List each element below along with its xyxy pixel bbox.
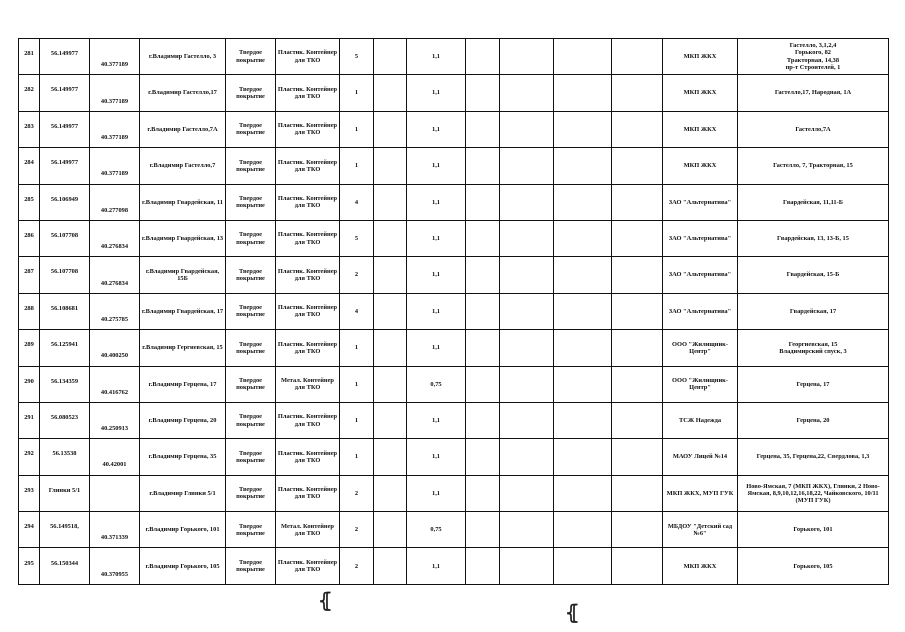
served-addresses-cell: Герцена, 17	[738, 366, 889, 402]
empty-cell	[374, 439, 407, 475]
empty-cell	[466, 184, 500, 220]
operator-cell: МКП ЖКХ	[663, 111, 738, 147]
operator-cell: ЗАО "Альтернатива"	[663, 257, 738, 293]
empty-cell	[612, 293, 663, 329]
empty-cell	[374, 512, 407, 548]
table-row	[19, 512, 889, 548]
address-cell: г.Владимир Глинки 5/1	[140, 475, 226, 511]
empty-cell	[500, 548, 554, 584]
row-number: 294	[19, 512, 40, 548]
empty-cell	[612, 366, 663, 402]
operator-cell: ЗАО "Альтернатива"	[663, 184, 738, 220]
empty-cell	[612, 148, 663, 184]
table-row	[19, 257, 889, 293]
surface-cell: Твердое покрытие	[226, 184, 276, 220]
latitude-cell: 56.149977	[40, 75, 90, 111]
table-row	[19, 184, 889, 220]
latitude-cell: Глинки 5/1	[40, 475, 90, 511]
surface-cell: Твердое покрытие	[226, 39, 276, 75]
container-count-cell: 1	[340, 148, 374, 184]
latitude-cell: 56.108681	[40, 293, 90, 329]
operator-cell: ЗАО "Альтернатива"	[663, 293, 738, 329]
empty-cell	[500, 366, 554, 402]
latitude-cell: 56.13538	[40, 439, 90, 475]
table-row	[19, 439, 889, 475]
empty-cell	[500, 39, 554, 75]
empty-cell	[374, 402, 407, 438]
empty-cell	[374, 366, 407, 402]
operator-cell: ЗАО "Альтернатива"	[663, 220, 738, 256]
surface-cell: Твердое покрытие	[226, 548, 276, 584]
empty-cell	[612, 111, 663, 147]
empty-cell	[374, 257, 407, 293]
surface-cell: Твердое покрытие	[226, 75, 276, 111]
container-type-cell: Пластик. Контейнер для ТКО	[276, 220, 340, 256]
address-cell: г.Владимир Гвардейская, 13	[140, 220, 226, 256]
row-number: 282	[19, 75, 40, 111]
served-addresses-cell: Горького, 101	[738, 512, 889, 548]
served-addresses-cell: Георгиевская, 15 Владимирский спуск, 3	[738, 330, 889, 366]
latitude-cell: 56.107708	[40, 220, 90, 256]
operator-cell: МКП ЖКХ, МУП ГУК	[663, 475, 738, 511]
longitude-cell: 40.377189	[90, 111, 140, 147]
surface-cell: Твердое покрытие	[226, 366, 276, 402]
empty-cell	[374, 475, 407, 511]
volume-cell: 1,1	[407, 330, 466, 366]
container-type-cell: Пластик. Контейнер для ТКО	[276, 111, 340, 147]
empty-cell	[500, 402, 554, 438]
empty-cell	[500, 475, 554, 511]
operator-cell: МБДОУ "Детский сад №6"	[663, 512, 738, 548]
served-addresses-cell: Герцена, 20	[738, 402, 889, 438]
operator-cell: МКП ЖКХ	[663, 548, 738, 584]
empty-cell	[554, 330, 612, 366]
empty-cell	[612, 75, 663, 111]
container-type-cell: Пластик. Контейнер для ТКО	[276, 439, 340, 475]
container-type-cell: Метал. Контейнер для ТКО	[276, 512, 340, 548]
empty-cell	[374, 293, 407, 329]
row-number: 292	[19, 439, 40, 475]
container-type-cell: Пластик. Контейнер для ТКО	[276, 148, 340, 184]
empty-cell	[554, 148, 612, 184]
longitude-cell: 40.276834	[90, 257, 140, 293]
empty-cell	[500, 439, 554, 475]
empty-cell	[554, 475, 612, 511]
surface-cell: Твердое покрытие	[226, 475, 276, 511]
empty-cell	[554, 402, 612, 438]
container-sites-table	[18, 38, 889, 585]
surface-cell: Твердое покрытие	[226, 330, 276, 366]
address-cell: г.Владимир Гвардейская, 17	[140, 293, 226, 329]
empty-cell	[374, 548, 407, 584]
address-cell: г.Владимир Гастелло,17	[140, 75, 226, 111]
row-number: 290	[19, 366, 40, 402]
latitude-cell: 56.106949	[40, 184, 90, 220]
empty-cell	[466, 148, 500, 184]
empty-cell	[554, 512, 612, 548]
empty-cell	[466, 220, 500, 256]
surface-cell: Твердое покрытие	[226, 148, 276, 184]
latitude-cell: 56.150344	[40, 548, 90, 584]
empty-cell	[466, 330, 500, 366]
empty-cell	[500, 148, 554, 184]
container-type-cell: Пластик. Контейнер для ТКО	[276, 548, 340, 584]
latitude-cell: 56.125941	[40, 330, 90, 366]
row-number: 295	[19, 548, 40, 584]
empty-cell	[554, 184, 612, 220]
longitude-cell: 40.416762	[90, 366, 140, 402]
empty-cell	[466, 293, 500, 329]
empty-cell	[374, 330, 407, 366]
container-count-cell: 2	[340, 512, 374, 548]
container-count-cell: 4	[340, 184, 374, 220]
longitude-cell: 40.250913	[90, 402, 140, 438]
empty-cell	[554, 39, 612, 75]
longitude-cell: 40.400250	[90, 330, 140, 366]
address-cell: г.Владимир Герцена, 20	[140, 402, 226, 438]
longitude-cell: 40.42001	[90, 439, 140, 475]
empty-cell	[500, 293, 554, 329]
empty-cell	[466, 39, 500, 75]
volume-cell: 1,1	[407, 75, 466, 111]
empty-cell	[612, 220, 663, 256]
address-cell: г.Владимир Гастелло,7А	[140, 111, 226, 147]
row-number: 288	[19, 293, 40, 329]
container-type-cell: Пластик. Контейнер для ТКО	[276, 475, 340, 511]
operator-cell: МКП ЖКХ	[663, 75, 738, 111]
empty-cell	[612, 402, 663, 438]
volume-cell: 1,1	[407, 184, 466, 220]
longitude-cell: 40.275785	[90, 293, 140, 329]
container-type-cell: Пластик. Контейнер для ТКО	[276, 39, 340, 75]
empty-cell	[500, 184, 554, 220]
surface-cell: Твердое покрытие	[226, 257, 276, 293]
operator-cell: ТСЖ Надежда	[663, 402, 738, 438]
container-count-cell: 1	[340, 366, 374, 402]
longitude-cell: 40.377189	[90, 148, 140, 184]
address-cell: г.Владимир Горького, 101	[140, 512, 226, 548]
address-cell: г.Владимир Герцена, 17	[140, 366, 226, 402]
longitude-cell: 40.276834	[90, 220, 140, 256]
row-number: 286	[19, 220, 40, 256]
volume-cell: 1,1	[407, 439, 466, 475]
container-count-cell: 2	[340, 475, 374, 511]
served-addresses-cell: Гвардейская, 13, 13-Б, 15	[738, 220, 889, 256]
empty-cell	[374, 39, 407, 75]
table-row	[19, 39, 889, 75]
served-addresses-cell: Герцена, 35, Герцена,22, Свердлова, 1,3	[738, 439, 889, 475]
table-row	[19, 293, 889, 329]
container-count-cell: 4	[340, 293, 374, 329]
operator-cell: МАОУ Лицей №14	[663, 439, 738, 475]
table-row	[19, 548, 889, 584]
empty-cell	[612, 184, 663, 220]
longitude-cell	[90, 475, 140, 511]
served-addresses-cell: Гастелло,17, Народная, 1А	[738, 75, 889, 111]
latitude-cell: 56.080523	[40, 402, 90, 438]
container-count-cell: 1	[340, 402, 374, 438]
surface-cell: Твердое покрытие	[226, 220, 276, 256]
empty-cell	[374, 220, 407, 256]
table-row	[19, 366, 889, 402]
volume-cell: 1,1	[407, 548, 466, 584]
empty-cell	[554, 111, 612, 147]
surface-cell: Твердое покрытие	[226, 293, 276, 329]
container-count-cell: 1	[340, 75, 374, 111]
container-count-cell: 2	[340, 548, 374, 584]
served-addresses-cell: Гвардейская, 17	[738, 293, 889, 329]
container-count-cell: 1	[340, 111, 374, 147]
container-type-cell: Пластик. Контейнер для ТКО	[276, 184, 340, 220]
empty-cell	[466, 439, 500, 475]
container-type-cell: Метал. Контейнер для ТКО	[276, 366, 340, 402]
address-cell: г.Владимир Гвардейская, 11	[140, 184, 226, 220]
empty-cell	[612, 39, 663, 75]
scan-mark-left: ⦃	[318, 588, 333, 612]
empty-cell	[500, 512, 554, 548]
row-number: 284	[19, 148, 40, 184]
volume-cell: 1,1	[407, 293, 466, 329]
table-row	[19, 475, 889, 511]
empty-cell	[500, 111, 554, 147]
empty-cell	[466, 402, 500, 438]
row-number: 287	[19, 257, 40, 293]
table-row	[19, 148, 889, 184]
address-cell: г.Владимир Гергиевская, 15	[140, 330, 226, 366]
scan-mark-right: ⦃	[565, 600, 580, 624]
row-number: 293	[19, 475, 40, 511]
longitude-cell: 40.377189	[90, 75, 140, 111]
volume-cell: 1,1	[407, 257, 466, 293]
longitude-cell: 40.370955	[90, 548, 140, 584]
surface-cell: Твердое покрытие	[226, 439, 276, 475]
empty-cell	[374, 148, 407, 184]
empty-cell	[554, 75, 612, 111]
surface-cell: Твердое покрытие	[226, 111, 276, 147]
volume-cell: 1,1	[407, 148, 466, 184]
surface-cell: Твердое покрытие	[226, 512, 276, 548]
empty-cell	[374, 75, 407, 111]
empty-cell	[612, 439, 663, 475]
volume-cell: 1,1	[407, 402, 466, 438]
latitude-cell: 56.149977	[40, 111, 90, 147]
container-type-cell: Пластик. Контейнер для ТКО	[276, 257, 340, 293]
address-cell: г.Владимир Герцена, 35	[140, 439, 226, 475]
operator-cell: ООО "Жилищник-Центр"	[663, 366, 738, 402]
empty-cell	[612, 257, 663, 293]
volume-cell: 0,75	[407, 512, 466, 548]
empty-cell	[466, 512, 500, 548]
served-addresses-cell: Горького, 105	[738, 548, 889, 584]
empty-cell	[554, 548, 612, 584]
operator-cell: МКП ЖКХ	[663, 39, 738, 75]
empty-cell	[374, 111, 407, 147]
volume-cell: 0,75	[407, 366, 466, 402]
container-type-cell: Пластик. Контейнер для ТКО	[276, 330, 340, 366]
volume-cell: 1,1	[407, 111, 466, 147]
row-number: 291	[19, 402, 40, 438]
container-count-cell: 1	[340, 330, 374, 366]
empty-cell	[500, 220, 554, 256]
table-row	[19, 330, 889, 366]
address-cell: г.Владимир Горького, 105	[140, 548, 226, 584]
longitude-cell: 40.377189	[90, 39, 140, 75]
row-number: 283	[19, 111, 40, 147]
empty-cell	[466, 366, 500, 402]
latitude-cell: 56.149518,	[40, 512, 90, 548]
container-type-cell: Пластик. Контейнер для ТКО	[276, 402, 340, 438]
empty-cell	[612, 548, 663, 584]
empty-cell	[612, 330, 663, 366]
container-count-cell: 5	[340, 220, 374, 256]
row-number: 285	[19, 184, 40, 220]
row-number: 281	[19, 39, 40, 75]
latitude-cell: 56.107708	[40, 257, 90, 293]
latitude-cell: 56.149977	[40, 148, 90, 184]
empty-cell	[466, 75, 500, 111]
container-count-cell: 1	[340, 439, 374, 475]
latitude-cell: 56.134359	[40, 366, 90, 402]
empty-cell	[554, 220, 612, 256]
volume-cell: 1,1	[407, 475, 466, 511]
container-type-cell: Пластик. Контейнер для ТКО	[276, 293, 340, 329]
empty-cell	[466, 475, 500, 511]
latitude-cell: 56.149977	[40, 39, 90, 75]
longitude-cell: 40.371339	[90, 512, 140, 548]
address-cell: г.Владимир Гастелло, 3	[140, 39, 226, 75]
empty-cell	[500, 257, 554, 293]
container-count-cell: 5	[340, 39, 374, 75]
served-addresses-cell: Ново-Ямская, 7 (МКП ЖКХ), Глинки, 2 Ново-Ямская, 8,9,10,12,16,18,22, Чайковского, 10/11 (МУП ГУК)	[738, 475, 889, 511]
served-addresses-cell: Гастелло, 3,1,2,4 Горького, 82 Тракторная, 14,38 пр-т Строителей, 1	[738, 39, 889, 75]
empty-cell	[374, 184, 407, 220]
empty-cell	[612, 512, 663, 548]
empty-cell	[466, 111, 500, 147]
table-row	[19, 111, 889, 147]
volume-cell: 1,1	[407, 220, 466, 256]
row-number: 289	[19, 330, 40, 366]
container-count-cell: 2	[340, 257, 374, 293]
empty-cell	[612, 475, 663, 511]
table-row	[19, 402, 889, 438]
surface-cell: Твердое покрытие	[226, 402, 276, 438]
empty-cell	[554, 366, 612, 402]
empty-cell	[466, 548, 500, 584]
empty-cell	[500, 330, 554, 366]
container-type-cell: Пластик. Контейнер для ТКО	[276, 75, 340, 111]
longitude-cell: 40.277098	[90, 184, 140, 220]
empty-cell	[466, 257, 500, 293]
operator-cell: ООО "Жилищник-Центр"	[663, 330, 738, 366]
empty-cell	[554, 439, 612, 475]
served-addresses-cell: Гастелло,7А	[738, 111, 889, 147]
served-addresses-cell: Гвардейская, 11,11-Б	[738, 184, 889, 220]
empty-cell	[500, 75, 554, 111]
served-addresses-cell: Гвардейская, 15-Б	[738, 257, 889, 293]
table-row	[19, 75, 889, 111]
empty-cell	[554, 293, 612, 329]
volume-cell: 1,1	[407, 39, 466, 75]
empty-cell	[554, 257, 612, 293]
served-addresses-cell: Гастелло, 7, Тракторная, 15	[738, 148, 889, 184]
table-row	[19, 220, 889, 256]
operator-cell: МКП ЖКХ	[663, 148, 738, 184]
address-cell: г.Владимир Гвардейская, 15Б	[140, 257, 226, 293]
address-cell: г.Владимир Гастелло,7	[140, 148, 226, 184]
